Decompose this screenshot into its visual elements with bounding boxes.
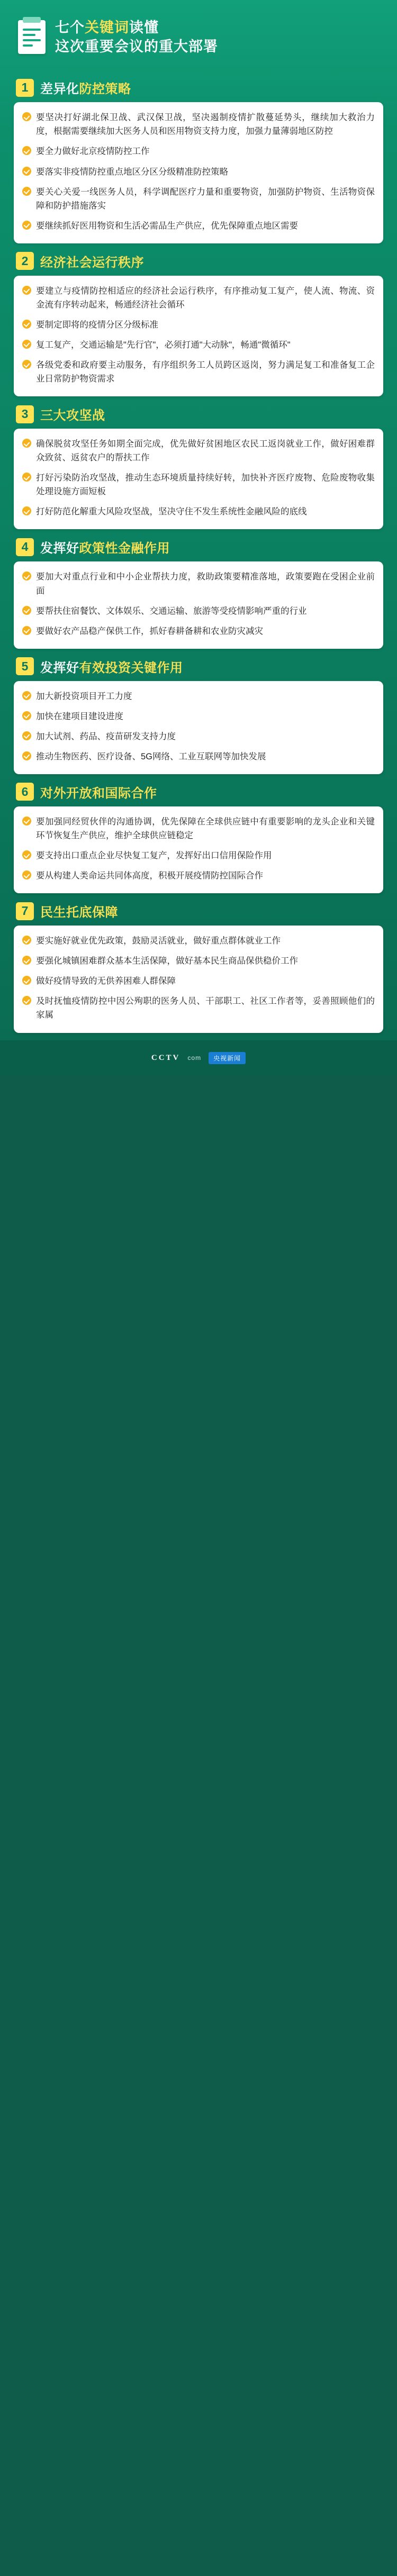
list-item: [22, 710, 375, 723]
section-title: [40, 902, 118, 920]
check-icon: [22, 691, 31, 700]
list-item: [22, 338, 375, 352]
list-item-text: 要继续抓好医用物资和生活必需品生产供应，优先保障重点地区需要: [36, 221, 298, 231]
check-icon: [22, 870, 31, 879]
footer: [0, 1040, 397, 1075]
section-heading: [16, 252, 383, 270]
header: [0, 0, 397, 70]
check-icon: [22, 221, 31, 230]
title-line-2: 这次重要会议的重大部署: [55, 39, 218, 55]
list-item-text: 要全力做好北京疫情防控工作: [36, 147, 150, 157]
check-icon: [22, 606, 31, 615]
list-item: [22, 144, 375, 158]
check-icon: [22, 439, 31, 448]
cctv-site: com: [187, 1054, 202, 1062]
list-item-text: 要制定即将的疫情分区分级标准: [36, 320, 158, 330]
section-card: [14, 806, 383, 893]
list-item: [22, 934, 375, 948]
list-item: [22, 730, 375, 743]
list-item: [22, 690, 375, 703]
list-item-text: 各级党委和政府要主动服务，有序组织务工人员跨区返岗，努力满足复工和准备复工企业日常防护物资需求: [36, 360, 375, 384]
section-card: [14, 681, 383, 774]
section-number: 5: [16, 657, 34, 675]
section-title-emphasis: 防控策略: [79, 82, 131, 97]
section-heading: [16, 657, 383, 676]
list-item-text: 要关心关爱一线医务人员，科学调配医疗力量和重要物资，加强防护物资、生活物资保障和防护措施落实: [36, 187, 375, 211]
section-title: [40, 78, 131, 97]
list-item: [22, 505, 375, 519]
list-item: [22, 974, 375, 988]
list-item: [22, 570, 375, 597]
section-title: [40, 783, 157, 801]
check-icon: [22, 626, 31, 635]
section-title-emphasis: 经济社会运行秩序: [40, 255, 144, 270]
section-title-emphasis: 民生托底保障: [40, 905, 118, 920]
section: [0, 657, 397, 774]
document-icon: [18, 20, 46, 54]
list-item-text: 加大新投资项目开工力度: [36, 691, 132, 701]
list-item: [22, 219, 375, 233]
section-card: [14, 429, 383, 529]
section-title-emphasis: 政策性金融作用: [79, 541, 170, 556]
list-item: [22, 624, 375, 638]
list-item: [22, 471, 375, 498]
list-item-text: 推动生物医药、医疗设备、5G网络、工业互联网等加快发展: [36, 751, 266, 761]
list-item-text: 要从构建人类命运共同体高度，积极开展疫情防控国际合作: [36, 871, 263, 881]
check-icon: [22, 572, 31, 580]
section: [0, 783, 397, 893]
list-item: [22, 165, 375, 179]
title-prefix: 七个: [55, 20, 85, 35]
check-icon: [22, 976, 31, 985]
section-card: [14, 561, 383, 648]
section-number: 4: [16, 538, 34, 556]
section: [0, 902, 397, 1032]
section-title-plain: 发挥好: [40, 541, 79, 556]
page-title: [55, 18, 218, 56]
list-item: [22, 111, 375, 138]
list-item: [22, 185, 375, 213]
section-number: 2: [16, 252, 34, 270]
section-title-plain: 发挥好: [40, 660, 79, 675]
list-item-text: 要加大对重点行业和中小企业帮扶力度，救助政策要精准落地，政策要跑在受困企业前面: [36, 572, 375, 596]
list-item: [22, 954, 375, 968]
section-number: 1: [16, 79, 34, 97]
section-number: 6: [16, 783, 34, 801]
section: [0, 405, 397, 529]
check-icon: [22, 286, 31, 295]
check-icon: [22, 956, 31, 965]
list-item: [22, 318, 375, 332]
list-item: [22, 437, 375, 465]
check-icon: [22, 146, 31, 155]
title-line-1: [55, 18, 218, 37]
section-heading: [16, 78, 383, 97]
list-item-text: 要坚决打好湖北保卫战、武汉保卫战，坚决遏制疫情扩散蔓延势头，继续加大救治力度，根据需要继续加大医务人员和医用物资支持力度，加强力量薄弱地区防控: [36, 113, 375, 137]
check-icon: [22, 360, 31, 369]
list-item-text: 打好污染防治攻坚战，推动生态环境质量持续好转，加快补齐医疗废物、危险废物收集处理设施方面短板: [36, 473, 375, 497]
list-item-text: 要加强同经贸伙伴的沟通协调，优先保障在全球供应链中有重要影响的龙头企业和关键环节恢复生产供应，维护全球供应链稳定: [36, 817, 375, 841]
check-icon: [22, 817, 31, 826]
section-title: [40, 538, 170, 556]
check-icon: [22, 731, 31, 740]
list-item: [22, 284, 375, 312]
section-card: [14, 102, 383, 243]
list-item: [22, 994, 375, 1022]
section: [0, 252, 397, 396]
list-item-text: 要做好农产品稳产保供工作，抓好春耕备耕和农业防灾减灾: [36, 626, 263, 636]
section: [0, 538, 397, 648]
check-icon: [22, 711, 31, 720]
title-suffix: 读懂: [129, 20, 159, 35]
section-title-emphasis: 三大攻坚战: [40, 409, 105, 423]
list-item-text: 要实施好就业优先政策，鼓励灵活就业，做好重点群体就业工作: [36, 936, 281, 946]
title-highlight: 关键词: [85, 20, 129, 35]
list-item: [22, 815, 375, 842]
section-title-emphasis: 对外开放和国际合作: [40, 786, 157, 801]
list-item: [22, 849, 375, 863]
list-item-text: 做好疫情导致的无供养困难人群保障: [36, 976, 176, 986]
section-title: [40, 657, 183, 676]
list-item: [22, 869, 375, 883]
section-heading: [16, 783, 383, 801]
check-icon: [22, 850, 31, 859]
check-icon: [22, 340, 31, 349]
list-item: [22, 358, 375, 386]
list-item-text: 要强化城镇困难群众基本生活保障，做好基本民生商品保供稳价工作: [36, 956, 298, 966]
section: [0, 78, 397, 243]
infographic-page: [0, 0, 397, 1075]
check-icon: [22, 936, 31, 945]
list-item-text: 要支持出口重点企业尽快复工复产，发挥好出口信用保险作用: [36, 851, 272, 861]
list-item-text: 加大试剂、药品、疫苗研发支持力度: [36, 731, 176, 741]
list-item-text: 要建立与疫情防控相适应的经济社会运行秩序，有序推动复工复产，使人流、物流、资金流有序转动起来，畅通经济社会循环: [36, 286, 375, 310]
section-title: [40, 252, 144, 270]
list-item-text: 要帮扶住宿餐饮、文体娱乐、交通运输、旅游等受疫情影响严重的行业: [36, 606, 307, 616]
section-card: [14, 926, 383, 1032]
section-heading: [16, 405, 383, 423]
cctv-logo: CCTV: [151, 1053, 181, 1062]
list-item-text: 及时抚恤疫情防控中因公殉职的医务人员、干部职工、社区工作者等，妥善照顾他们的家属: [36, 996, 375, 1020]
check-icon: [22, 996, 31, 1005]
list-item-text: 加快在建项目建设进度: [36, 711, 123, 721]
section-title: [40, 405, 105, 423]
section-number: 7: [16, 902, 34, 920]
list-item-text: 打好防范化解重大风险攻坚战，坚决守住不发生系统性金融风险的底线: [36, 507, 307, 517]
list-item-text: 确保脱贫攻坚任务如期全面完成，优先做好贫困地区农民工返岗就业工作，做好困难群众致贫、返贫农户的帮扶工作: [36, 439, 375, 463]
sections-container: [0, 78, 397, 1032]
section-card: [14, 276, 383, 396]
list-item-text: 复工复产，交通运输是"先行官"，必须打通"大动脉"，畅通"微循环": [36, 340, 291, 350]
section-title-emphasis: 有效投资关键作用: [79, 660, 183, 675]
section-heading: [16, 538, 383, 556]
check-icon: [22, 320, 31, 329]
check-icon: [22, 187, 31, 196]
check-icon: [22, 112, 31, 121]
check-icon: [22, 506, 31, 515]
check-icon: [22, 473, 31, 482]
check-icon: [22, 167, 31, 176]
section-heading: [16, 902, 383, 920]
section-title-plain: 差异化: [40, 82, 79, 97]
list-item: [22, 750, 375, 764]
section-number: 3: [16, 405, 34, 423]
list-item-text: 要落实非疫情防控重点地区分区分级精准防控策略: [36, 167, 228, 177]
cctv-news-badge: 央视新闻: [209, 1052, 246, 1064]
list-item: [22, 604, 375, 618]
check-icon: [22, 751, 31, 760]
